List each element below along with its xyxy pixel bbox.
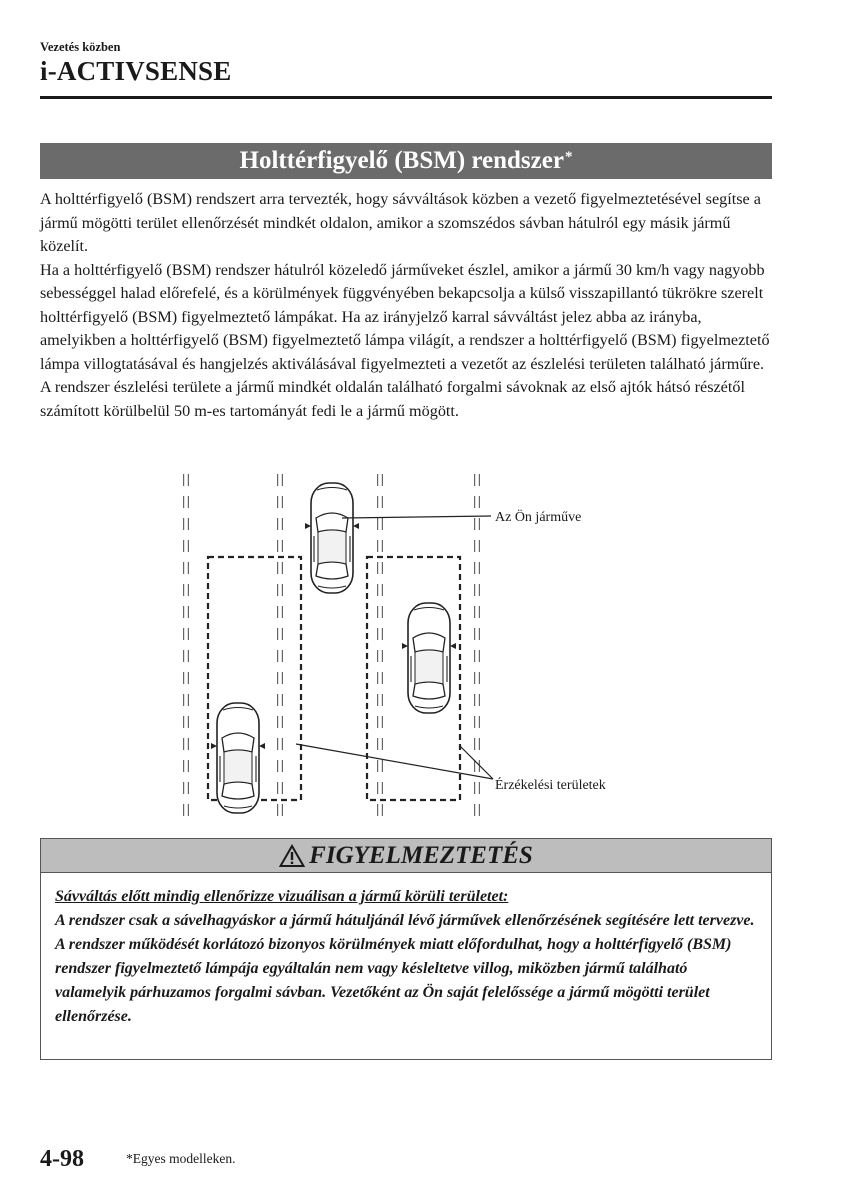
- paragraph-detection-area: A rendszer észlelési területe a jármű mindkét oldalán található forgalmi sávoknak az első ajtók hátsó részétől számított körülbelül 50 m-es tartományát fedi le a jármű mögött.: [40, 378, 745, 420]
- footnote: *Egyes modelleken.: [126, 1151, 236, 1166]
- body-text: [40, 188, 772, 423]
- paragraph-operation: Ha a holttérfigyelő (BSM) rendszer hátulról közeledő járműveket észlel, amikor a jármű 30 km/h vagy nagyobb sebességgel halad előrefelé, és a körülmények függvényében bekapcsolja a külső visszapillantó tükrökre szerelt holttérfigyelő (BSM) figyelmeztető lámpákat. Ha az irányjelző karral sávváltást jelez abba az irányba, amelyikben a holttérfigyelő (BSM) figyelmeztető lámpa világít, a rendszer a holttérfigyelő (BSM) figyelmeztető lámpa villogtatásával és hangjelzés aktiválásával figyelmezteti a vezetőt az észlelési területen található járműre.: [40, 260, 770, 373]
- own-vehicle-label: Az Ön járműve: [495, 510, 582, 525]
- warning-text: [41, 873, 771, 1029]
- bsm-diagram: [170, 466, 640, 826]
- warning-title: FIGYELMEZTETÉS: [309, 841, 533, 869]
- warning-box: [40, 838, 772, 1060]
- warning-body: A rendszer csak a sávelhagyáskor a jármű hátuljánál lévő járművek ellenőrzésének segítésére lett tervezve. A rendszer működését korlátozó bizonyos körülmények miatt előfordulhat, hogy a holttérfigyelő (BSM) rendszer figyelmeztető lámpája egyáltalán nem vagy késleltetve villog, miközben jármű található valamelyik párhuzamos forgalmi sávban. Vezetőként az Ön saját felelőssége a jármű mögötti terület ellenőrzése.: [55, 912, 755, 1025]
- model-footnote-mark: *: [564, 148, 573, 165]
- warning-triangle-icon: [279, 844, 305, 868]
- section-label: Vezetés közben: [40, 40, 121, 54]
- warning-lead: Sávváltás előtt mindig ellenőrizze vizuálisan a jármű körüli területet:: [55, 888, 509, 905]
- warning-header: [41, 839, 771, 873]
- section-title: Holttérfigyelő (BSM) rendszer: [239, 147, 564, 174]
- chapter-title: i-ACTIVSENSE: [40, 56, 232, 86]
- own-vehicle-leader: [342, 516, 491, 518]
- chapter-divider: [40, 96, 772, 99]
- section-header: [40, 143, 772, 179]
- detection-areas-label: Érzékelési területek: [495, 778, 606, 793]
- vehicle-left-lane: [211, 703, 265, 813]
- paragraph-intro: A holttérfigyelő (BSM) rendszert arra tervezték, hogy sávváltások közben a vezető figyelmeztetésével segítse a jármű mögötti terület ellenőrzését mindkét oldalon, amikor a szomszédos sávban hátulról egy másik jármű közelít.: [40, 190, 761, 255]
- vehicle-right-lane: [402, 603, 456, 713]
- page-number: 4-98: [40, 1146, 84, 1172]
- own-vehicle: [305, 483, 359, 593]
- bsm-diagram-svg: [170, 466, 640, 826]
